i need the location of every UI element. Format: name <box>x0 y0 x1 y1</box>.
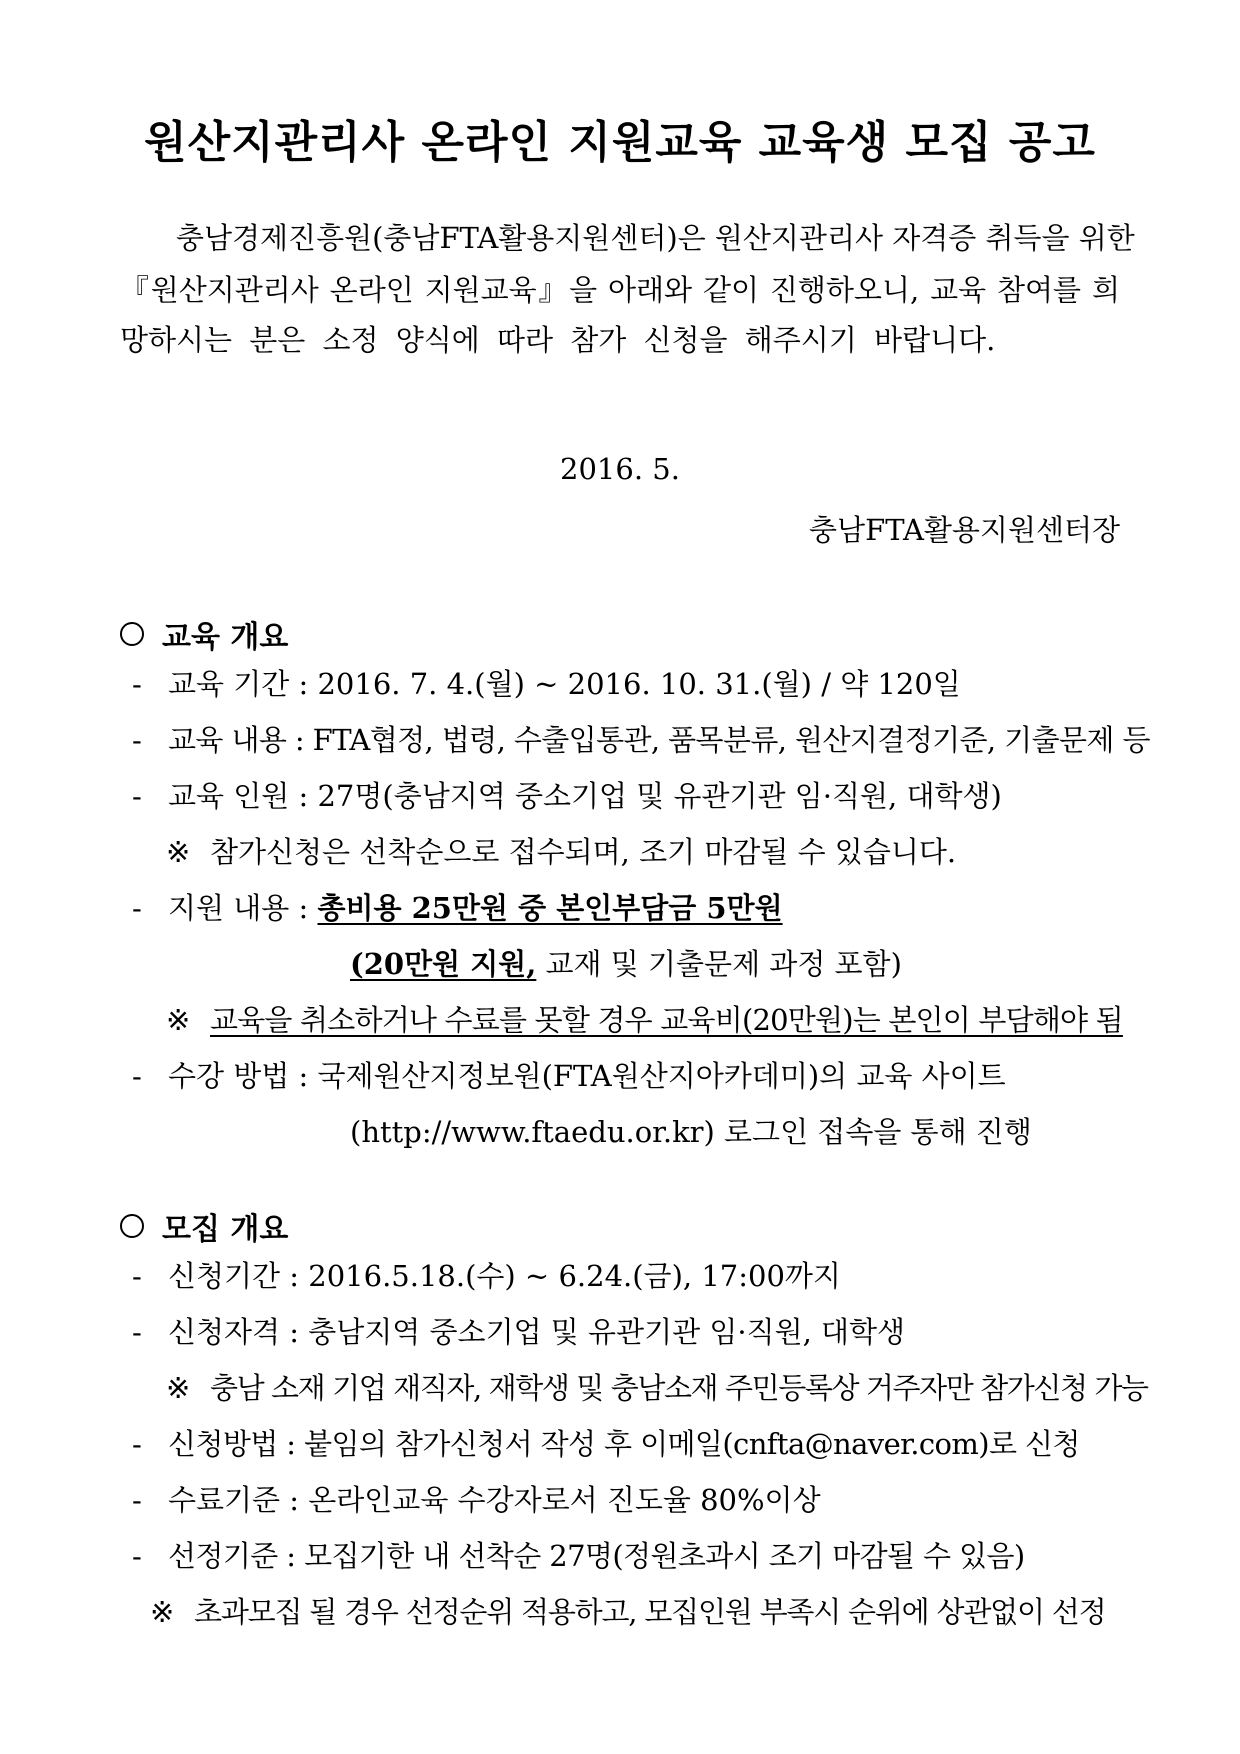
reference-mark-icon: ※ <box>166 1371 189 1405</box>
list-item-education-period: - 교육 기간 : 2016. 7. 4.(월) ~ 2016. 10. 31.(월) / 약 120일 <box>132 664 961 704</box>
section-heading-education-overview <box>120 612 288 656</box>
reference-mark-icon: ※ <box>166 1003 190 1037</box>
intro-line-1: 충남경제진흥원(충남FTA활용지원센터)은 원산지관리사 자격증 취득을 위한 <box>176 221 1135 255</box>
support-detail: (20만원 지원, 교재 및 기출문제 과정 포함) <box>350 947 902 981</box>
dash-bullet: - <box>132 891 142 925</box>
circle-bullet-icon <box>120 1214 144 1238</box>
note-over-recruitment: ※ 초과모집 될 경우 선정순위 적용하고, 모집인원 부족시 순위에 상관없이 선정 <box>150 1592 1105 1632</box>
support-amount-highlight: 총비용 25만원 중 본인부담금 5만원 <box>317 891 783 925</box>
list-item-education-people: - 교육 인원 : 27명(충남지역 중소기업 및 유관기관 임·직원, 대학생) <box>132 776 1002 816</box>
list-item-completion: - 수료기준 : 온라인교육 수강자로서 진도율 80%이상 <box>132 1480 821 1520</box>
page-title: 원산지관리사 온라인 지원교육 교육생 모집 공고 <box>144 117 1096 168</box>
reference-mark-icon: ※ <box>150 1595 174 1629</box>
list-item-method: - 수강 방법 : 국제원산지정보원(FTA원산지아카데미)의 교육 사이트 <box>132 1056 1006 1096</box>
section-heading-recruitment-overview <box>120 1204 288 1248</box>
dash-bullet: - <box>132 1427 142 1461</box>
list-item-support: - 지원 내용 : 총비용 25만원 중 본인부담금 5만원 <box>132 888 783 928</box>
dash-bullet: - <box>132 1539 142 1573</box>
note-first-come: ※ 참가신청은 선착순으로 접수되며, 조기 마감될 수 있습니다. <box>166 832 956 872</box>
dash-bullet: - <box>132 779 142 813</box>
circle-bullet-icon <box>120 622 144 646</box>
support-subsidy-highlight: (20만원 지원, <box>350 947 537 981</box>
list-item-selection: - 선정기준 : 모집기한 내 선착순 27명(정원초과시 조기 마감될 수 있음) <box>132 1536 1025 1576</box>
reference-mark-icon: ※ <box>166 835 191 869</box>
dash-bullet: - <box>132 667 142 701</box>
section-heading-label: 모집 개요 <box>162 1212 289 1247</box>
section-heading-label: 교육 개요 <box>162 620 289 655</box>
list-item-application-method: - 신청방법 : 붙임의 참가신청서 작성 후 이메일(cnfta@naver.com)로 신청 <box>132 1424 1080 1464</box>
issuing-organization: 충남FTA활용지원센터장 <box>809 513 1120 547</box>
note-cancellation: ※ 교육을 취소하거나 수료를 못할 경우 교육비(20만원)는 본인이 부담해야 됨 <box>166 1000 1123 1040</box>
notice-date: 2016. 5. <box>560 452 680 486</box>
method-detail: (http://www.ftaedu.or.kr) 로그인 접속을 통해 진행 <box>350 1115 1032 1149</box>
intro-line-3: 망하시는 분은 소정 양식에 따라 참가 신청을 해주시기 바랍니다. <box>120 323 996 357</box>
note-residency: ※ 충남 소재 기업 재직자, 재학생 및 충남소재 주민등록상 거주자만 참가신청 가능 <box>166 1368 1148 1408</box>
dash-bullet: - <box>132 1259 142 1293</box>
intro-line-2: 『원산지관리사 온라인 지원교육』을 아래와 같이 진행하오니, 교육 참여를 희 <box>120 273 1120 307</box>
dash-bullet: - <box>132 1483 142 1517</box>
dash-bullet: - <box>132 723 142 757</box>
dash-bullet: - <box>132 1315 142 1349</box>
dash-bullet: - <box>132 1059 142 1093</box>
list-item-education-content: - 교육 내용 : FTA협정, 법령, 수출입통관, 품목분류, 원산지결정기준, 기출문제 등 <box>132 720 1150 760</box>
list-item-eligibility: - 신청자격 : 충남지역 중소기업 및 유관기관 임·직원, 대학생 <box>132 1312 905 1352</box>
list-item-application-period: - 신청기간 : 2016.5.18.(수) ~ 6.24.(금), 17:00까지 <box>132 1256 841 1296</box>
